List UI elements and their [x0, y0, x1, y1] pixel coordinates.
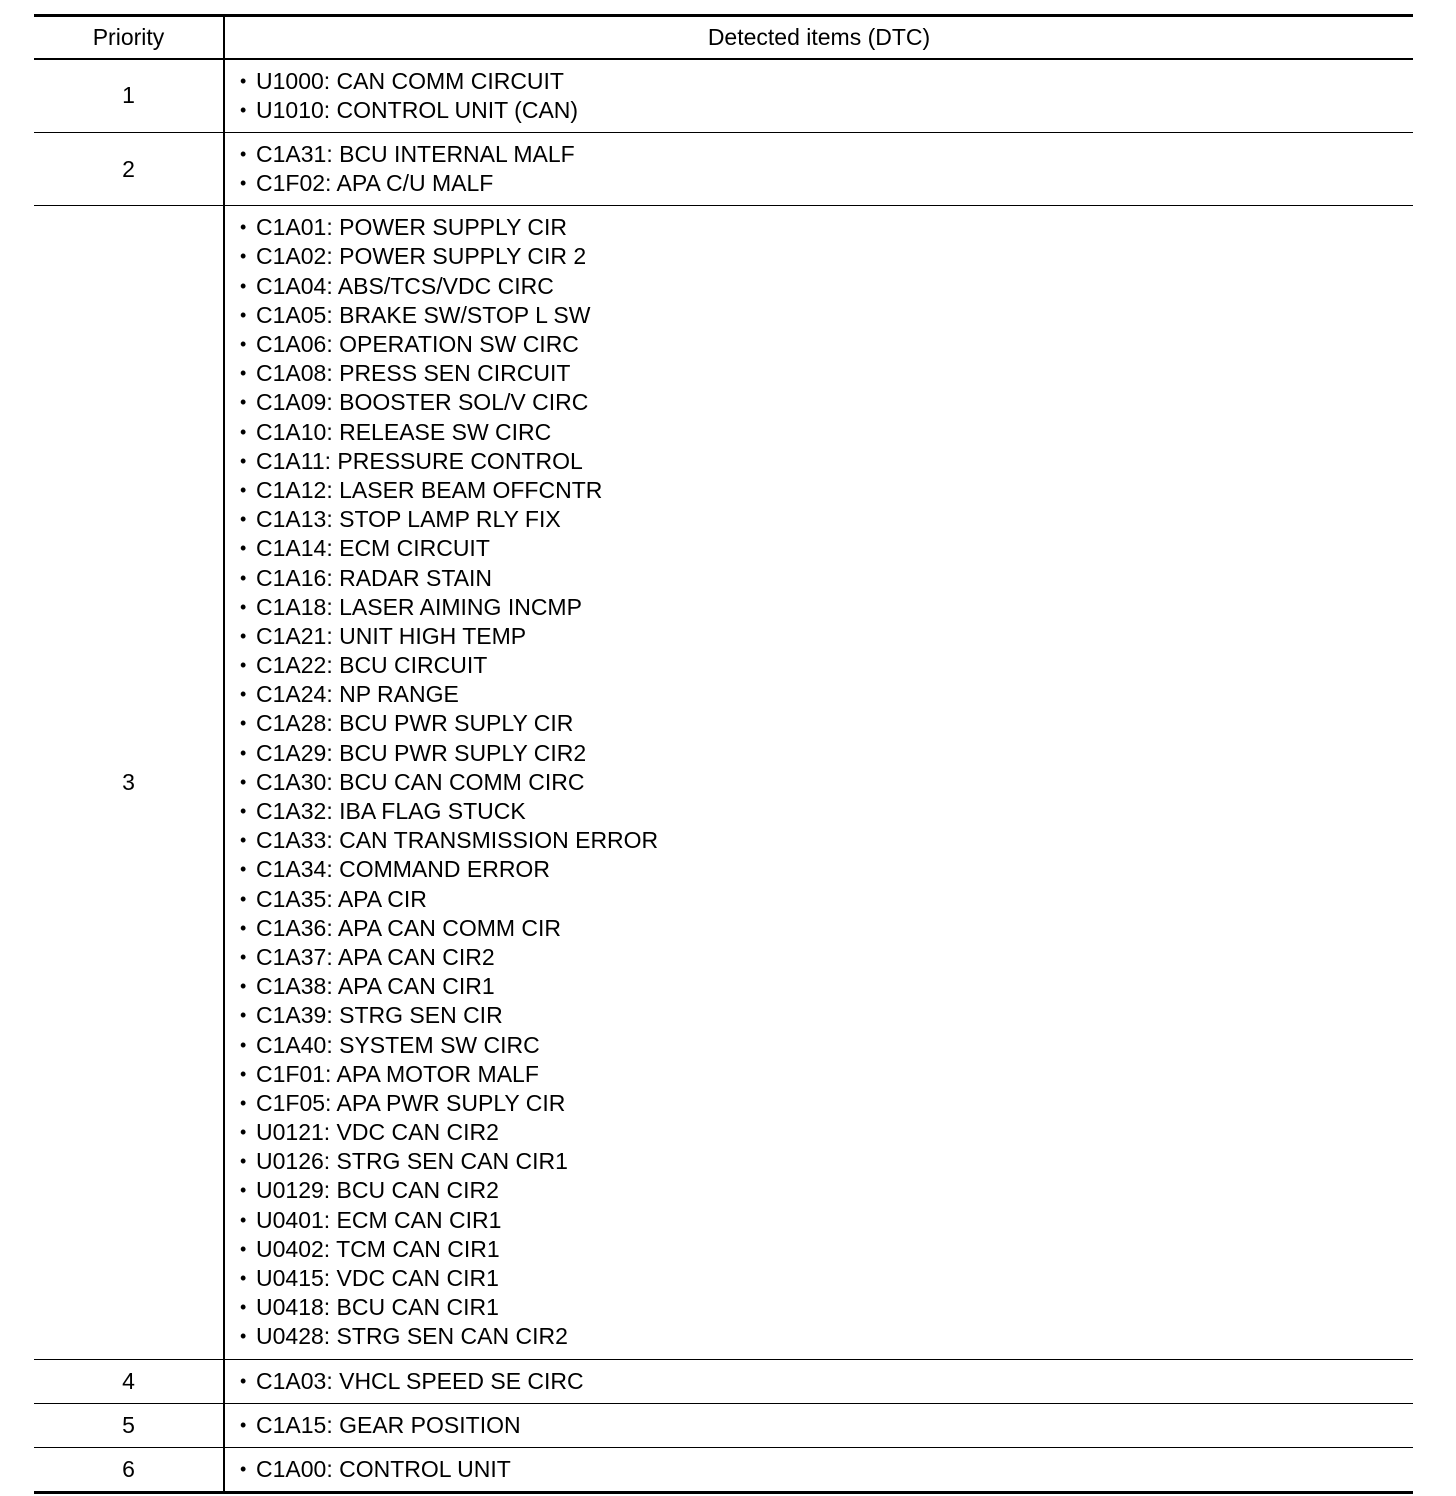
priority-cell: 5: [34, 1403, 224, 1447]
dtc-priority-table: [34, 14, 1413, 1494]
dtc-list-item: • U0428: STRG SEN CAN CIR2: [240, 1322, 1413, 1351]
dtc-list-item: • C1A02: POWER SUPPLY CIR 2: [240, 242, 1413, 271]
table-row: [34, 1447, 1413, 1492]
dtc-list-item: • C1A14: ECM CIRCUIT: [240, 534, 1413, 563]
dtc-list-item: • C1A09: BOOSTER SOL/V CIRC: [240, 388, 1413, 417]
dtc-list: [240, 67, 1413, 125]
dtc-list-item: • C1A29: BCU PWR SUPLY CIR2: [240, 739, 1413, 768]
dtc-list-item: • C1F02: APA C/U MALF: [240, 169, 1413, 198]
dtc-list-item: • C1A01: POWER SUPPLY CIR: [240, 213, 1413, 242]
dtc-list-item: • C1A15: GEAR POSITION: [240, 1411, 1413, 1440]
dtc-list-item: • C1A13: STOP LAMP RLY FIX: [240, 505, 1413, 534]
dtc-list-item: • C1A38: APA CAN CIR1: [240, 972, 1413, 1001]
dtc-list: [240, 1455, 1413, 1484]
dtc-list-item: • U0415: VDC CAN CIR1: [240, 1264, 1413, 1293]
dtc-list-item: • C1A37: APA CAN CIR2: [240, 943, 1413, 972]
dtc-list-item: • C1F05: APA PWR SUPLY CIR: [240, 1089, 1413, 1118]
dtc-list-item: • C1A40: SYSTEM SW CIRC: [240, 1031, 1413, 1060]
dtc-list-item: • U0418: BCU CAN CIR1: [240, 1293, 1413, 1322]
dtc-list-item: • C1A30: BCU CAN COMM CIRC: [240, 768, 1413, 797]
priority-column-header: Priority: [34, 16, 224, 59]
dtc-list-item: • U0121: VDC CAN CIR2: [240, 1118, 1413, 1147]
dtc-list-item: • C1A10: RELEASE SW CIRC: [240, 418, 1413, 447]
table-row: [34, 1403, 1413, 1447]
priority-cell: 6: [34, 1447, 224, 1492]
dtc-list-item: • U0129: BCU CAN CIR2: [240, 1176, 1413, 1205]
dtc-list-item: • C1F01: APA MOTOR MALF: [240, 1060, 1413, 1089]
table-row: [34, 132, 1413, 205]
table-header-row: [34, 16, 1413, 59]
detected-items-cell: [224, 132, 1413, 205]
dtc-list-item: • C1A11: PRESSURE CONTROL: [240, 447, 1413, 476]
dtc-list-item: • U1000: CAN COMM CIRCUIT: [240, 67, 1413, 96]
dtc-list-item: • U1010: CONTROL UNIT (CAN): [240, 96, 1413, 125]
dtc-list-item: • C1A32: IBA FLAG STUCK: [240, 797, 1413, 826]
dtc-list-item: • U0402: TCM CAN CIR1: [240, 1235, 1413, 1264]
priority-cell: 3: [34, 206, 224, 1359]
detected-items-cell: [224, 1403, 1413, 1447]
dtc-list: [240, 1411, 1413, 1440]
dtc-list-item: • C1A16: RADAR STAIN: [240, 564, 1413, 593]
dtc-list-item: • C1A36: APA CAN COMM CIR: [240, 914, 1413, 943]
detected-items-cell: [224, 206, 1413, 1359]
table-row: [34, 206, 1413, 1359]
priority-cell: 1: [34, 59, 224, 133]
dtc-list-item: • U0401: ECM CAN CIR1: [240, 1206, 1413, 1235]
dtc-list-item: • C1A03: VHCL SPEED SE CIRC: [240, 1367, 1413, 1396]
dtc-list-item: • C1A08: PRESS SEN CIRCUIT: [240, 359, 1413, 388]
dtc-list-item: • C1A21: UNIT HIGH TEMP: [240, 622, 1413, 651]
dtc-list-item: • C1A31: BCU INTERNAL MALF: [240, 140, 1413, 169]
table-row: [34, 1359, 1413, 1403]
priority-cell: 4: [34, 1359, 224, 1403]
table-body: [34, 59, 1413, 1493]
dtc-list-item: • C1A34: COMMAND ERROR: [240, 855, 1413, 884]
priority-cell: 2: [34, 132, 224, 205]
detected-items-column-header: Detected items (DTC): [224, 16, 1413, 59]
dtc-list-item: • C1A35: APA CIR: [240, 885, 1413, 914]
dtc-list: [240, 213, 1413, 1351]
dtc-list: [240, 140, 1413, 198]
dtc-list-item: • U0126: STRG SEN CAN CIR1: [240, 1147, 1413, 1176]
dtc-list-item: • C1A05: BRAKE SW/STOP L SW: [240, 301, 1413, 330]
detected-items-cell: [224, 1359, 1413, 1403]
dtc-list-item: • C1A06: OPERATION SW CIRC: [240, 330, 1413, 359]
dtc-list-item: • C1A18: LASER AIMING INCMP: [240, 593, 1413, 622]
dtc-list-item: • C1A22: BCU CIRCUIT: [240, 651, 1413, 680]
detected-items-cell: [224, 1447, 1413, 1492]
table-row: [34, 59, 1413, 133]
dtc-list: [240, 1367, 1413, 1396]
dtc-list-item: • C1A33: CAN TRANSMISSION ERROR: [240, 826, 1413, 855]
detected-items-cell: [224, 59, 1413, 133]
dtc-list-item: • C1A00: CONTROL UNIT: [240, 1455, 1413, 1484]
dtc-list-item: • C1A12: LASER BEAM OFFCNTR: [240, 476, 1413, 505]
dtc-list-item: • C1A04: ABS/TCS/VDC CIRC: [240, 272, 1413, 301]
dtc-list-item: • C1A28: BCU PWR SUPLY CIR: [240, 709, 1413, 738]
dtc-list-item: • C1A24: NP RANGE: [240, 680, 1413, 709]
dtc-list-item: • C1A39: STRG SEN CIR: [240, 1001, 1413, 1030]
